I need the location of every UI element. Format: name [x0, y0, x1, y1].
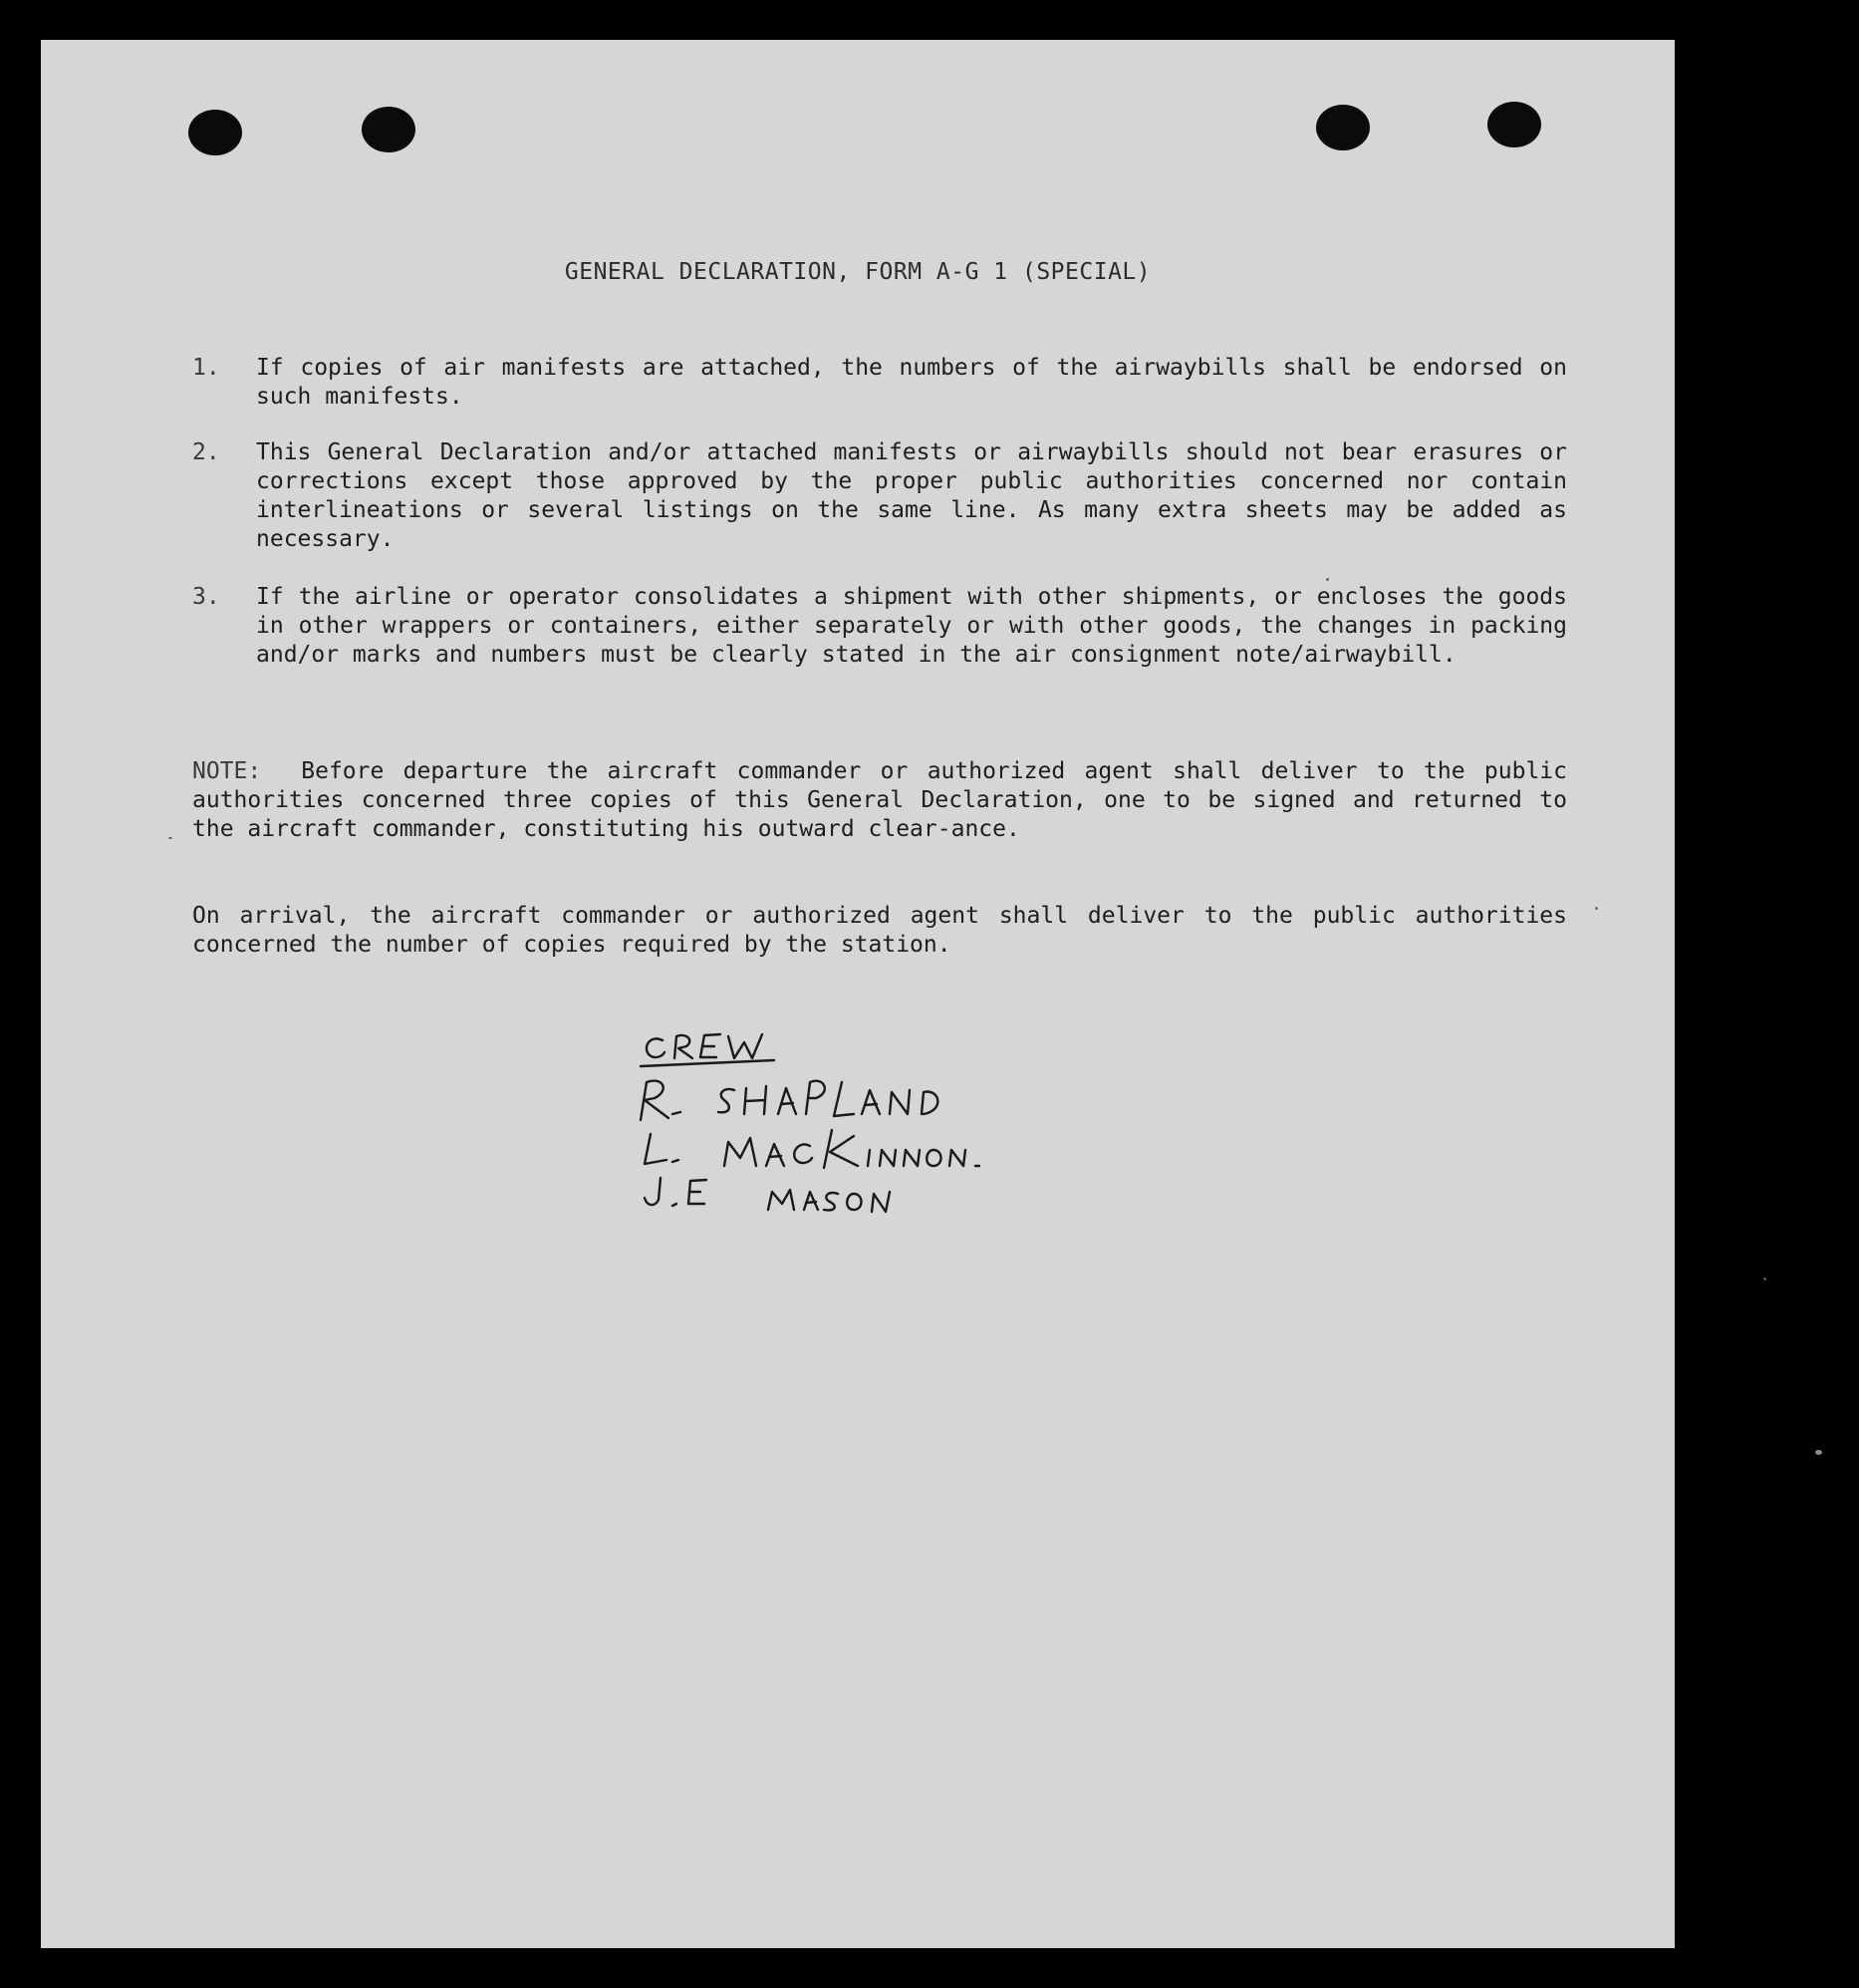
- instruction-item: [192, 438, 1567, 554]
- handwritten-signature: [629, 1026, 1187, 1226]
- instruction-number: 3.: [192, 584, 220, 610]
- note-label: NOTE:: [192, 758, 262, 784]
- punch-hole: [362, 107, 415, 152]
- scan-speck: [1595, 907, 1598, 910]
- scan-speck: [1326, 578, 1329, 581]
- instruction-number: 1.: [192, 355, 220, 381]
- instruction-item: [192, 354, 1567, 412]
- punch-hole: [1316, 105, 1370, 150]
- document-page: [41, 40, 1675, 1948]
- form-title: GENERAL DECLARATION, FORM A-G 1 (SPECIAL): [564, 259, 1152, 285]
- scan-speck: [1763, 1278, 1766, 1280]
- instruction-number: 2.: [192, 439, 220, 465]
- note-text: Before departure the aircraft commander or authorized agent shall deliver to the public authorities concerned three copies of this General Declaration, one to be signed and returned to the aircraft commander, constituting his outward clear-ance.: [192, 758, 1567, 842]
- arrival-paragraph: On arrival, the aircraft commander or authorized agent shall deliver to the public authorities concerned the number of copies required by the station.: [192, 903, 1567, 958]
- instruction-item: [192, 583, 1567, 670]
- punch-hole: [188, 110, 242, 155]
- instruction-text: If copies of air manifests are attached, the numbers of the airwaybills shall be endorsed on such manifests.: [256, 355, 1567, 410]
- scan-speck: [1815, 1450, 1822, 1455]
- note-paragraph: [192, 757, 1567, 844]
- instruction-text: If the airline or operator consolidates a shipment with other shipments, or encloses the goods in other wrappers or containers, either separately or with other goods, the changes in packing and/or marks and numbers must be clearly stated in the air consignment note/airwaybill.: [256, 584, 1567, 668]
- punch-hole: [1487, 102, 1541, 147]
- scan-speck: [168, 837, 172, 839]
- instruction-text: This General Declaration and/or attached manifests or airwaybills should not bear erasures or corrections except those approved by the proper public authorities concerned nor contain interlineations or several listings on the same line. As many extra sheets may be added as necessary.: [256, 439, 1567, 552]
- handwritten-crew-list: [629, 1026, 1187, 1226]
